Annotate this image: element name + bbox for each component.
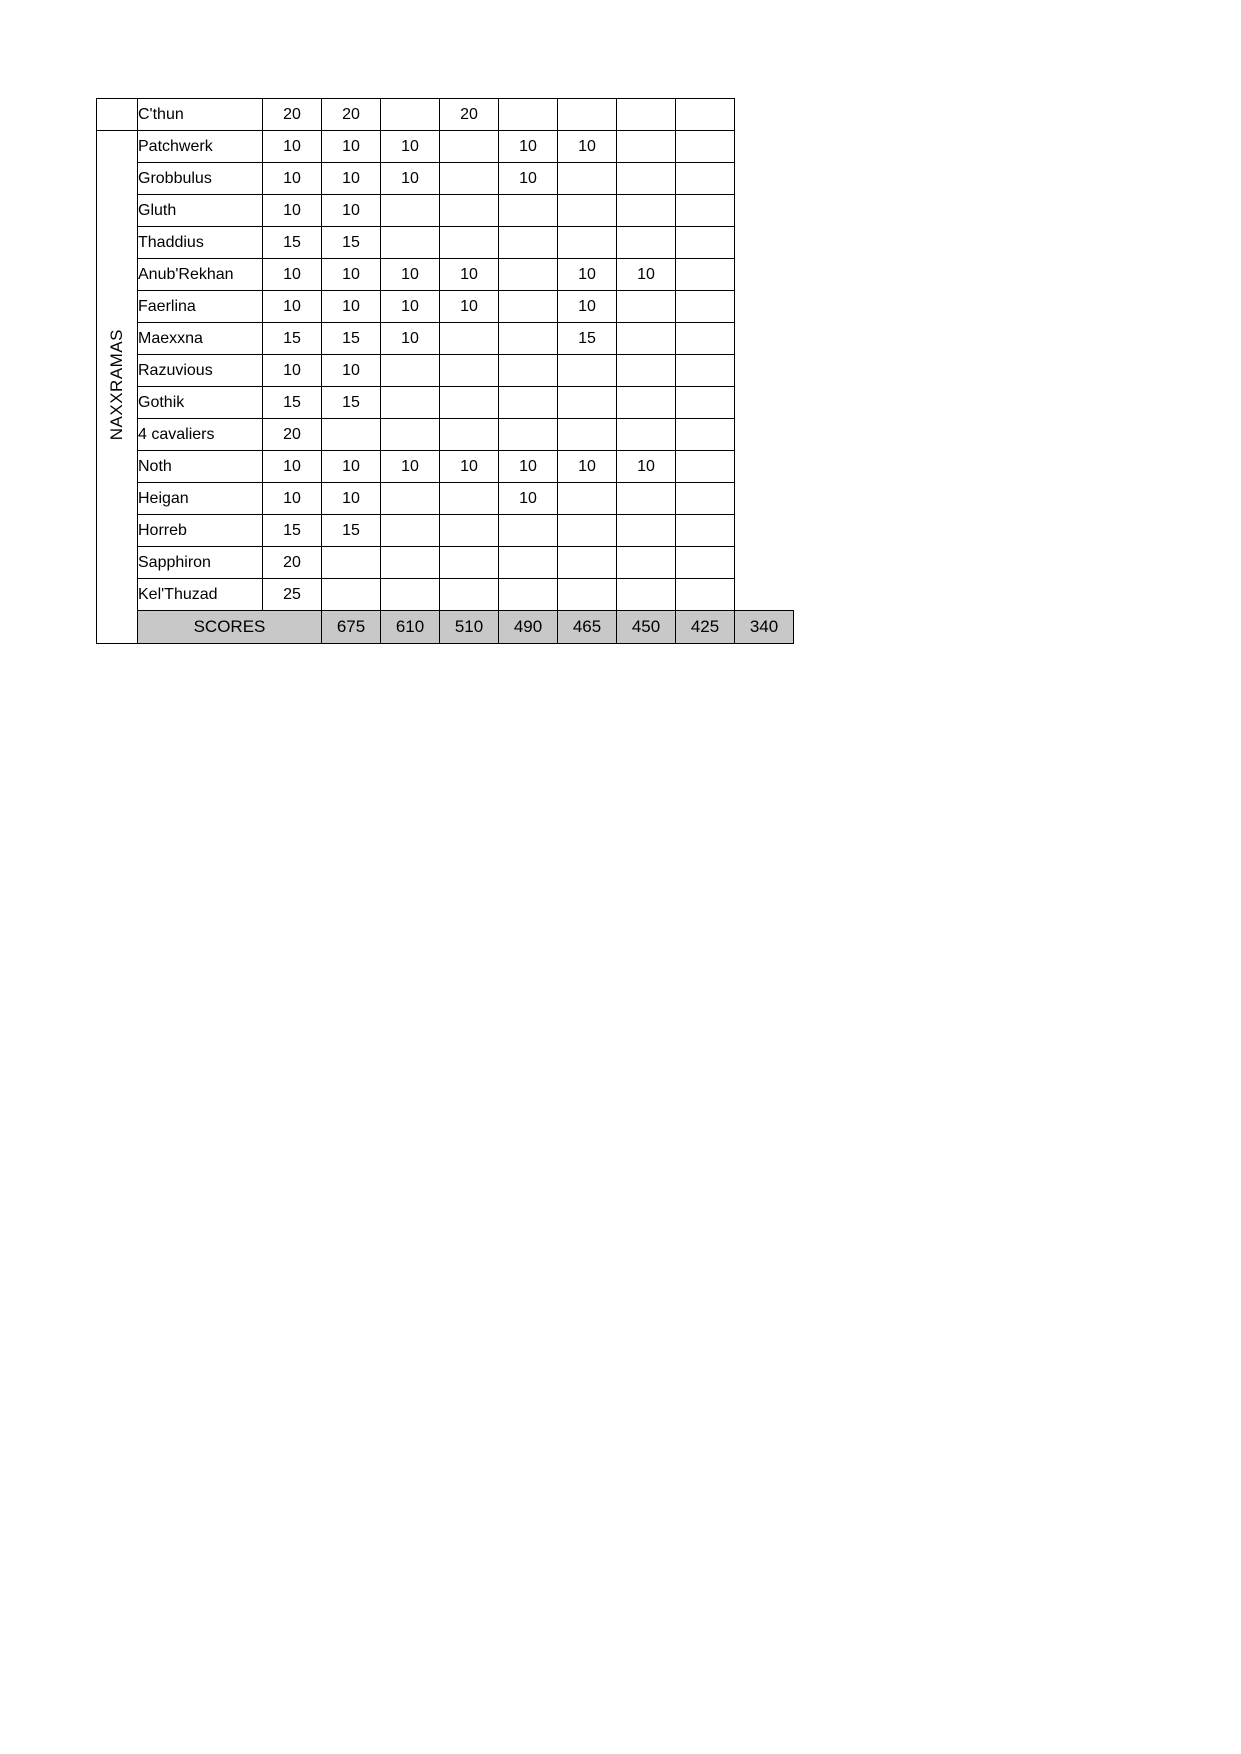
score-cell bbox=[676, 131, 735, 163]
score-cell: 10 bbox=[322, 195, 381, 227]
score-cell bbox=[617, 419, 676, 451]
score-cell bbox=[617, 131, 676, 163]
score-cell bbox=[617, 483, 676, 515]
score-cell: 15 bbox=[322, 323, 381, 355]
score-cell bbox=[617, 323, 676, 355]
score-cell bbox=[676, 195, 735, 227]
boss-name-cell: Grobbulus bbox=[138, 163, 263, 195]
boss-name-cell: Gothik bbox=[138, 387, 263, 419]
score-cell bbox=[676, 515, 735, 547]
score-cell: 10 bbox=[499, 451, 558, 483]
score-cell bbox=[558, 579, 617, 611]
total-score-cell: 490 bbox=[499, 611, 558, 644]
scores-label: SCORES bbox=[138, 611, 322, 644]
table-row bbox=[97, 451, 794, 483]
score-cell bbox=[558, 355, 617, 387]
total-score-cell: 610 bbox=[381, 611, 440, 644]
score-cell bbox=[499, 99, 558, 131]
score-cell: 10 bbox=[558, 259, 617, 291]
score-cell: 25 bbox=[263, 579, 322, 611]
table-row bbox=[97, 99, 794, 131]
score-cell: 10 bbox=[263, 195, 322, 227]
score-cell bbox=[381, 483, 440, 515]
score-cell bbox=[676, 99, 735, 131]
boss-name-cell: Faerlina bbox=[138, 291, 263, 323]
score-cell: 20 bbox=[263, 99, 322, 131]
score-cell: 15 bbox=[263, 323, 322, 355]
score-cell bbox=[381, 547, 440, 579]
table-body bbox=[97, 99, 794, 644]
total-score-cell: 450 bbox=[617, 611, 676, 644]
score-cell: 20 bbox=[440, 99, 499, 131]
score-cell bbox=[617, 355, 676, 387]
boss-name-cell: Noth bbox=[138, 451, 263, 483]
boss-name-cell: Kel'Thuzad bbox=[138, 579, 263, 611]
score-cell bbox=[499, 355, 558, 387]
score-cell: 15 bbox=[263, 515, 322, 547]
score-cell bbox=[617, 387, 676, 419]
score-cell bbox=[558, 483, 617, 515]
score-cell bbox=[558, 419, 617, 451]
score-cell: 10 bbox=[381, 323, 440, 355]
score-cell: 10 bbox=[263, 291, 322, 323]
score-cell bbox=[676, 483, 735, 515]
score-cell bbox=[676, 419, 735, 451]
total-score-cell: 340 bbox=[735, 611, 794, 644]
score-cell bbox=[322, 547, 381, 579]
table-row bbox=[97, 387, 794, 419]
score-cell bbox=[617, 163, 676, 195]
score-cell bbox=[440, 483, 499, 515]
table-row bbox=[97, 131, 794, 163]
score-cell: 10 bbox=[558, 451, 617, 483]
score-cell bbox=[676, 259, 735, 291]
score-cell bbox=[381, 515, 440, 547]
score-cell: 10 bbox=[263, 131, 322, 163]
score-cell bbox=[322, 579, 381, 611]
score-cell bbox=[676, 579, 735, 611]
score-cell: 20 bbox=[322, 99, 381, 131]
score-cell bbox=[676, 355, 735, 387]
score-cell bbox=[558, 387, 617, 419]
score-cell bbox=[499, 387, 558, 419]
score-cell bbox=[440, 515, 499, 547]
score-cell bbox=[381, 195, 440, 227]
score-cell: 20 bbox=[263, 419, 322, 451]
score-cell bbox=[499, 419, 558, 451]
total-score-cell: 465 bbox=[558, 611, 617, 644]
score-cell bbox=[381, 579, 440, 611]
boss-name-cell: Heigan bbox=[138, 483, 263, 515]
table-row bbox=[97, 515, 794, 547]
boss-name-cell: C'thun bbox=[138, 99, 263, 131]
score-cell bbox=[381, 227, 440, 259]
score-cell: 10 bbox=[381, 259, 440, 291]
score-sheet bbox=[96, 98, 794, 644]
score-cell bbox=[617, 291, 676, 323]
score-cell bbox=[440, 131, 499, 163]
score-cell bbox=[617, 515, 676, 547]
boss-score-table bbox=[96, 98, 794, 644]
score-cell bbox=[617, 227, 676, 259]
boss-name-cell: Horreb bbox=[138, 515, 263, 547]
score-cell: 10 bbox=[381, 163, 440, 195]
table-row bbox=[97, 259, 794, 291]
score-cell bbox=[381, 387, 440, 419]
table-row bbox=[97, 195, 794, 227]
score-cell bbox=[499, 323, 558, 355]
score-cell bbox=[381, 419, 440, 451]
score-cell: 10 bbox=[617, 451, 676, 483]
boss-name-cell: 4 cavaliers bbox=[138, 419, 263, 451]
score-cell bbox=[499, 515, 558, 547]
total-score-cell: 510 bbox=[440, 611, 499, 644]
score-cell bbox=[676, 227, 735, 259]
score-cell bbox=[381, 99, 440, 131]
score-cell: 10 bbox=[322, 355, 381, 387]
score-cell: 10 bbox=[499, 163, 558, 195]
score-cell: 20 bbox=[263, 547, 322, 579]
score-cell bbox=[558, 163, 617, 195]
score-cell: 15 bbox=[322, 227, 381, 259]
score-cell bbox=[558, 515, 617, 547]
score-cell bbox=[499, 291, 558, 323]
score-cell: 10 bbox=[617, 259, 676, 291]
score-cell: 10 bbox=[381, 291, 440, 323]
score-cell bbox=[676, 291, 735, 323]
score-cell: 10 bbox=[263, 355, 322, 387]
table-row bbox=[97, 323, 794, 355]
boss-name-cell: Sapphiron bbox=[138, 547, 263, 579]
table-row bbox=[97, 355, 794, 387]
score-cell bbox=[381, 355, 440, 387]
total-score-cell: 425 bbox=[676, 611, 735, 644]
score-cell: 10 bbox=[322, 163, 381, 195]
total-score-cell: 675 bbox=[322, 611, 381, 644]
score-cell: 10 bbox=[558, 131, 617, 163]
score-cell bbox=[440, 195, 499, 227]
score-cell bbox=[440, 163, 499, 195]
score-cell bbox=[617, 195, 676, 227]
score-cell bbox=[499, 195, 558, 227]
score-cell: 10 bbox=[263, 483, 322, 515]
boss-name-cell: Anub'Rekhan bbox=[138, 259, 263, 291]
score-cell bbox=[676, 451, 735, 483]
score-cell bbox=[676, 163, 735, 195]
boss-name-cell: Razuvious bbox=[138, 355, 263, 387]
score-cell: 10 bbox=[263, 163, 322, 195]
score-cell: 10 bbox=[263, 259, 322, 291]
section-spacer-cell bbox=[97, 99, 138, 131]
score-cell bbox=[499, 579, 558, 611]
score-cell bbox=[676, 323, 735, 355]
score-cell: 10 bbox=[322, 131, 381, 163]
score-cell: 10 bbox=[440, 451, 499, 483]
score-cell bbox=[617, 99, 676, 131]
score-cell bbox=[440, 547, 499, 579]
section-label-text: NAXXRAMAS bbox=[107, 328, 126, 441]
score-cell: 15 bbox=[558, 323, 617, 355]
table-row bbox=[97, 291, 794, 323]
score-cell bbox=[440, 419, 499, 451]
score-cell: 10 bbox=[440, 291, 499, 323]
score-cell bbox=[440, 355, 499, 387]
score-cell bbox=[558, 547, 617, 579]
score-cell: 10 bbox=[499, 131, 558, 163]
score-cell: 10 bbox=[499, 483, 558, 515]
score-cell: 10 bbox=[322, 483, 381, 515]
score-cell bbox=[440, 323, 499, 355]
boss-name-cell: Gluth bbox=[138, 195, 263, 227]
score-cell: 10 bbox=[381, 451, 440, 483]
score-cell bbox=[499, 227, 558, 259]
score-cell: 15 bbox=[322, 387, 381, 419]
score-cell bbox=[617, 579, 676, 611]
score-cell: 10 bbox=[440, 259, 499, 291]
score-cell bbox=[558, 99, 617, 131]
table-row bbox=[97, 483, 794, 515]
score-cell: 15 bbox=[263, 227, 322, 259]
score-cell bbox=[617, 547, 676, 579]
score-cell: 10 bbox=[322, 451, 381, 483]
table-row bbox=[97, 419, 794, 451]
table-row bbox=[97, 163, 794, 195]
score-cell bbox=[676, 547, 735, 579]
score-cell: 10 bbox=[263, 451, 322, 483]
table-row bbox=[97, 227, 794, 259]
boss-name-cell: Thaddius bbox=[138, 227, 263, 259]
score-cell bbox=[499, 259, 558, 291]
score-cell bbox=[499, 547, 558, 579]
score-cell bbox=[558, 195, 617, 227]
score-cell bbox=[440, 387, 499, 419]
scores-row bbox=[97, 611, 794, 644]
boss-name-cell: Patchwerk bbox=[138, 131, 263, 163]
score-cell: 15 bbox=[263, 387, 322, 419]
table-row bbox=[97, 547, 794, 579]
table-row bbox=[97, 579, 794, 611]
score-cell: 10 bbox=[322, 259, 381, 291]
score-cell: 15 bbox=[322, 515, 381, 547]
score-cell bbox=[558, 227, 617, 259]
boss-name-cell: Maexxna bbox=[138, 323, 263, 355]
section-label-naxxramas bbox=[97, 131, 138, 644]
score-cell: 10 bbox=[381, 131, 440, 163]
score-cell bbox=[676, 387, 735, 419]
score-cell bbox=[440, 579, 499, 611]
score-cell: 10 bbox=[558, 291, 617, 323]
score-cell: 10 bbox=[322, 291, 381, 323]
score-cell bbox=[322, 419, 381, 451]
score-cell bbox=[440, 227, 499, 259]
